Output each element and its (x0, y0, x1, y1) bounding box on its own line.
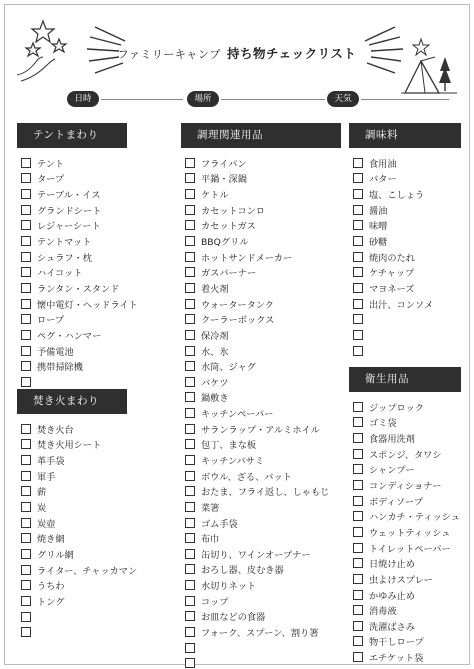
checkbox[interactable] (21, 455, 31, 465)
item-label: 包丁、まな板 (201, 440, 257, 452)
checkbox[interactable] (21, 173, 31, 183)
item-label: ウェットティッシュ (369, 527, 451, 539)
section-heading: テントまわり (17, 123, 127, 148)
checkbox[interactable] (353, 220, 363, 230)
section-heading: 調味料 (349, 123, 461, 148)
checklist-item (353, 571, 461, 587)
checklist-item (353, 155, 461, 171)
checkbox[interactable] (185, 189, 195, 199)
item-label: かゆみ止め (369, 590, 415, 602)
checkbox[interactable] (353, 346, 363, 356)
item-label: 缶切り、ワインオープナー (201, 549, 311, 561)
checklist (349, 399, 461, 665)
checkbox[interactable] (21, 439, 31, 449)
item-label: 軍手 (37, 471, 56, 483)
checklist-item (185, 155, 341, 171)
checklist-item (353, 618, 461, 634)
item-label: コンディショナー (369, 481, 442, 493)
checklist-item (21, 515, 127, 531)
checkbox[interactable] (21, 533, 31, 543)
checklist-item (21, 280, 127, 296)
checkbox[interactable] (21, 549, 31, 559)
item-label: 携帯掃除機 (37, 362, 83, 374)
item-label: おろし器、皮むき器 (201, 565, 284, 577)
checkbox[interactable] (21, 627, 31, 637)
checkbox[interactable] (185, 518, 195, 528)
checklist-item (185, 311, 341, 327)
item-label: 砂糖 (369, 237, 388, 249)
checklist-item (353, 311, 461, 327)
checkbox[interactable] (185, 408, 195, 418)
item-label: 食器用洗剤 (369, 434, 415, 446)
checklist-item (353, 249, 461, 265)
checkbox[interactable] (353, 267, 363, 277)
checklist-item (185, 186, 341, 202)
checklist-item (353, 218, 461, 234)
checkbox[interactable] (353, 433, 363, 443)
checklist-item (21, 577, 127, 593)
checkbox[interactable] (353, 543, 363, 553)
checklist-item (353, 430, 461, 446)
item-label: カセットガス (201, 221, 256, 233)
checklist-item (185, 264, 341, 280)
checklist-item (353, 493, 461, 509)
checkbox[interactable] (185, 330, 195, 340)
checkbox[interactable] (353, 605, 363, 615)
checkbox[interactable] (353, 449, 363, 459)
checkbox[interactable] (185, 283, 195, 293)
checklist-item (185, 530, 341, 546)
checklist-item (21, 421, 127, 437)
item-label: ガスバーナー (201, 268, 257, 280)
checklist-item (353, 343, 461, 359)
item-label: ボウル、ざる、バット (201, 471, 292, 483)
page-title (5, 44, 469, 62)
item-label: ジップロック (369, 402, 424, 414)
section (349, 367, 461, 665)
checkbox[interactable] (353, 252, 363, 262)
checklist-item (353, 186, 461, 202)
checkbox[interactable] (21, 565, 31, 575)
checklist (181, 155, 341, 669)
checkbox[interactable] (353, 480, 363, 490)
checklist-item (21, 327, 127, 343)
item-label: グリル網 (37, 549, 74, 561)
item-label: 食用油 (369, 158, 397, 170)
item-label: タープ (37, 174, 65, 186)
item-label: 物干しロープ (369, 637, 424, 649)
checklist-item (21, 202, 127, 218)
checklist-item (185, 452, 341, 468)
checkbox[interactable] (21, 612, 31, 622)
checklist-item (185, 280, 341, 296)
item-label: ライター、チャッカマン (37, 565, 138, 577)
checklist-item (353, 202, 461, 218)
checklist-item (353, 477, 461, 493)
checkbox[interactable] (185, 549, 195, 559)
checkbox[interactable] (353, 205, 363, 215)
checklist-item (185, 374, 341, 390)
section (181, 123, 341, 669)
checkbox[interactable] (21, 518, 31, 528)
item-label: 消毒液 (369, 606, 397, 618)
item-label: キッチンペーパー (201, 409, 274, 421)
item-label: カセットコンロ (201, 205, 265, 217)
checklist-item (21, 311, 127, 327)
item-label: トング (37, 596, 65, 608)
checkbox[interactable] (353, 464, 363, 474)
item-label: マヨネーズ (369, 283, 415, 295)
checklist-item (21, 593, 127, 609)
checkbox[interactable] (21, 502, 31, 512)
item-label: トイレットペーパー (369, 543, 451, 555)
item-label: ハイコット (37, 268, 83, 280)
checkbox[interactable] (21, 377, 31, 387)
checkbox[interactable] (185, 643, 195, 653)
item-label: 味噌 (369, 221, 388, 233)
item-label: 焼肉のたれ (369, 252, 415, 264)
checklist-item (353, 327, 461, 343)
checklist-item (185, 327, 341, 343)
checkbox[interactable] (185, 611, 195, 621)
checklist-item (185, 390, 341, 406)
item-label: バター (369, 174, 397, 186)
checklist-item (185, 562, 341, 578)
checklist-item (353, 171, 461, 187)
checkbox[interactable] (185, 299, 195, 309)
item-label: 予備電池 (37, 346, 74, 358)
checklist (17, 155, 138, 390)
checklist-item (353, 649, 461, 665)
checklist-item (353, 415, 461, 431)
item-label: 焼き網 (37, 534, 65, 546)
section-heading: 衛生用品 (349, 367, 461, 392)
checkbox[interactable] (353, 173, 363, 183)
item-label: スポンジ、タワシ (369, 449, 442, 461)
checklist-item (21, 546, 127, 562)
checkbox[interactable] (21, 205, 31, 215)
checkbox[interactable] (353, 590, 363, 600)
item-label: 焚き火台 (37, 424, 74, 436)
item-label: 焚き火用シート (37, 440, 102, 452)
item-label: レジャーシート (37, 221, 101, 233)
item-label: コップ (201, 596, 229, 608)
checklist-item (21, 296, 138, 312)
item-label: 出汁、コンソメ (369, 299, 434, 311)
checkbox[interactable] (353, 314, 363, 324)
checklist-item (21, 452, 127, 468)
checkbox[interactable] (185, 205, 195, 215)
checkbox[interactable] (185, 486, 195, 496)
checkbox[interactable] (185, 439, 195, 449)
checkbox[interactable] (185, 580, 195, 590)
checkbox[interactable] (185, 392, 195, 402)
checklist-item (185, 593, 341, 609)
checklist-item (353, 634, 461, 650)
checkbox[interactable] (185, 314, 195, 324)
checkbox[interactable] (185, 658, 195, 668)
checkbox[interactable] (353, 402, 363, 412)
checkbox[interactable] (21, 424, 31, 434)
checklist-item (185, 233, 341, 249)
checklist-item (185, 296, 341, 312)
item-label: テント (37, 158, 65, 170)
item-label: エチケット袋 (369, 653, 424, 665)
weather-label: 天気 (327, 91, 359, 107)
checklist (349, 155, 461, 358)
checklist-item (21, 358, 127, 374)
item-label: ランタン・スタンド (37, 283, 120, 295)
checkbox[interactable] (185, 627, 195, 637)
item-label: 革手袋 (37, 456, 65, 468)
item-label: 虫よけスプレー (369, 574, 433, 586)
checklist-item (185, 515, 341, 531)
checkbox[interactable] (185, 267, 195, 277)
item-label: サランラップ・アルミホイル (201, 424, 320, 436)
checklist-item (21, 624, 127, 640)
checkbox[interactable] (185, 252, 195, 262)
checkbox[interactable] (185, 564, 195, 574)
checkbox[interactable] (21, 267, 31, 277)
item-label: 日焼け止め (369, 559, 415, 571)
item-label: フライパン (201, 158, 247, 170)
checkbox[interactable] (353, 236, 363, 246)
item-label: ウォータータンク (201, 299, 274, 311)
item-label: グランドシート (37, 205, 102, 217)
item-label: キッチンバサミ (201, 455, 265, 467)
checkbox[interactable] (353, 158, 363, 168)
item-label: 水切りネット (201, 581, 257, 593)
item-label: 着火剤 (201, 283, 229, 295)
item-label: ボディソープ (369, 496, 423, 508)
checkbox[interactable] (21, 346, 31, 356)
checkbox[interactable] (21, 252, 31, 262)
item-label: ケチャップ (369, 268, 415, 280)
checklist-item (353, 399, 461, 415)
checklist-item (21, 155, 127, 171)
item-label: 炭 (37, 503, 47, 515)
checklist-item (21, 186, 127, 202)
item-label: 懐中電灯・ヘッドライト (37, 299, 138, 311)
checkbox[interactable] (21, 299, 31, 309)
checklist-item (185, 624, 341, 640)
checkbox[interactable] (185, 361, 195, 371)
checkbox[interactable] (185, 220, 195, 230)
item-label: ロープ (37, 315, 65, 327)
item-label: 水筒、ジャグ (201, 362, 256, 374)
checklist-item (185, 405, 341, 421)
item-label: 保冷剤 (201, 330, 229, 342)
checklist-page (4, 4, 470, 665)
item-label: テーブル・イス (37, 190, 101, 202)
title-main: 持ち物チェックリスト (226, 46, 357, 61)
checklist-item (353, 587, 461, 603)
checkbox[interactable] (185, 173, 195, 183)
title-subtitle: ファミリーキャンプ (117, 48, 221, 61)
item-label: シャンプー (369, 465, 415, 477)
item-label: 平鍋・深鍋 (201, 174, 247, 186)
item-label: ケトル (201, 190, 229, 202)
checkbox[interactable] (185, 346, 195, 356)
checklist-item (353, 508, 461, 524)
place-line[interactable] (221, 99, 325, 100)
checkbox[interactable] (185, 377, 195, 387)
checkbox[interactable] (353, 652, 363, 662)
checklist-item (21, 437, 127, 453)
item-label: ゴム手袋 (201, 518, 238, 530)
checkbox[interactable] (353, 299, 363, 309)
checklist-item (185, 468, 341, 484)
checkbox[interactable] (353, 283, 363, 293)
checkbox[interactable] (21, 361, 31, 371)
checkbox[interactable] (21, 220, 31, 230)
checklist-item (21, 264, 127, 280)
checkbox[interactable] (21, 236, 31, 246)
checkbox[interactable] (21, 283, 31, 293)
checklist-item (21, 468, 127, 484)
item-label: 薪 (37, 487, 47, 499)
checkbox[interactable] (353, 330, 363, 340)
checklist-item (185, 546, 341, 562)
section-heading: 焚き火まわり (17, 389, 127, 414)
checklist-item (185, 343, 341, 359)
item-label: ハンカチ・ティッシュ (369, 512, 460, 524)
checklist-item (21, 218, 127, 234)
checklist-item (185, 483, 341, 499)
date-label: 日時 (67, 91, 99, 107)
checkbox[interactable] (21, 596, 31, 606)
item-label: テントマット (37, 237, 92, 249)
item-label: 塩、こしょう (369, 190, 425, 202)
checklist-item (353, 280, 461, 296)
item-label: フォーク、スプーン、割り箸 (201, 628, 319, 640)
checkbox[interactable] (185, 424, 195, 434)
checkbox[interactable] (185, 471, 195, 481)
weather-line[interactable] (361, 99, 449, 100)
checkbox[interactable] (353, 621, 363, 631)
item-label: 炭壺 (37, 518, 56, 530)
checklist-item (185, 218, 341, 234)
checklist-item (185, 437, 341, 453)
checklist-item (353, 555, 461, 571)
checkbox[interactable] (353, 511, 363, 521)
checkbox[interactable] (21, 330, 31, 340)
item-label: バケツ (201, 377, 229, 389)
checkbox[interactable] (21, 471, 31, 481)
section (17, 123, 138, 390)
place-label: 場所 (187, 91, 219, 107)
checklist-item (185, 499, 341, 515)
checklist-item (185, 609, 341, 625)
checklist-item (21, 484, 127, 500)
checklist-item (353, 540, 461, 556)
checklist-item (21, 343, 127, 359)
date-line[interactable] (101, 99, 183, 100)
section (349, 123, 461, 358)
checklist (17, 421, 138, 640)
checklist-item (185, 249, 341, 265)
item-label: 洗濯ばさみ (369, 621, 415, 633)
item-label: お皿などの食器 (201, 612, 266, 624)
checkbox[interactable] (185, 158, 195, 168)
checklist-item (353, 264, 461, 280)
checklist-item (21, 171, 127, 187)
checklist-item (21, 233, 127, 249)
checkbox[interactable] (353, 527, 363, 537)
checklist-item (353, 524, 461, 540)
checklist-item (21, 609, 127, 625)
checklist-item (353, 233, 461, 249)
checkbox[interactable] (185, 533, 195, 543)
checklist-item (353, 462, 461, 478)
tent-icon (401, 27, 457, 97)
item-label: ペグ・ハンマー (37, 330, 102, 342)
checklist-item (353, 602, 461, 618)
checklist-item (185, 421, 341, 437)
item-label: シュラフ・枕 (37, 252, 92, 264)
item-label: 鍋敷き (201, 393, 229, 405)
checkbox[interactable] (185, 596, 195, 606)
item-label: 菜箸 (201, 502, 220, 514)
checkbox[interactable] (21, 580, 31, 590)
checkbox[interactable] (185, 455, 195, 465)
checkbox[interactable] (21, 314, 31, 324)
item-label: BBQグリル (201, 237, 249, 249)
item-label: クーラーボックス (201, 315, 275, 327)
checklist-item (185, 358, 341, 374)
checklist-item (185, 202, 341, 218)
checklist-item (21, 374, 127, 390)
checkbox[interactable] (353, 636, 363, 646)
checklist-item (21, 249, 127, 265)
section-heading: 調理関連用品 (181, 123, 341, 148)
item-label: 布巾 (201, 534, 220, 546)
checkbox[interactable] (353, 574, 363, 584)
checklist-item (21, 499, 127, 515)
item-label: ホットサンドメーカー (201, 252, 293, 264)
checklist-item (21, 562, 138, 578)
checklist-item (185, 640, 341, 656)
checkbox[interactable] (21, 158, 31, 168)
checkbox[interactable] (185, 236, 195, 246)
item-label: おたま、フライ返し、しゃもじ (201, 487, 330, 499)
checkbox[interactable] (21, 189, 31, 199)
checkbox[interactable] (353, 558, 363, 568)
section (17, 389, 138, 640)
item-label: 醤油 (369, 205, 388, 217)
checkbox[interactable] (353, 496, 363, 506)
checklist-item (353, 446, 461, 462)
checkbox[interactable] (185, 502, 195, 512)
checklist-item (185, 656, 341, 669)
item-label: 水、氷 (201, 346, 229, 358)
checklist-item (185, 577, 341, 593)
info-fields (5, 91, 469, 107)
item-label: うちわ (37, 581, 65, 593)
checklist-item (353, 296, 461, 312)
item-label: ゴミ袋 (369, 418, 397, 430)
checkbox[interactable] (21, 486, 31, 496)
checklist-item (185, 171, 341, 187)
checkbox[interactable] (353, 417, 363, 427)
checklist-item (21, 530, 127, 546)
checkbox[interactable] (353, 189, 363, 199)
